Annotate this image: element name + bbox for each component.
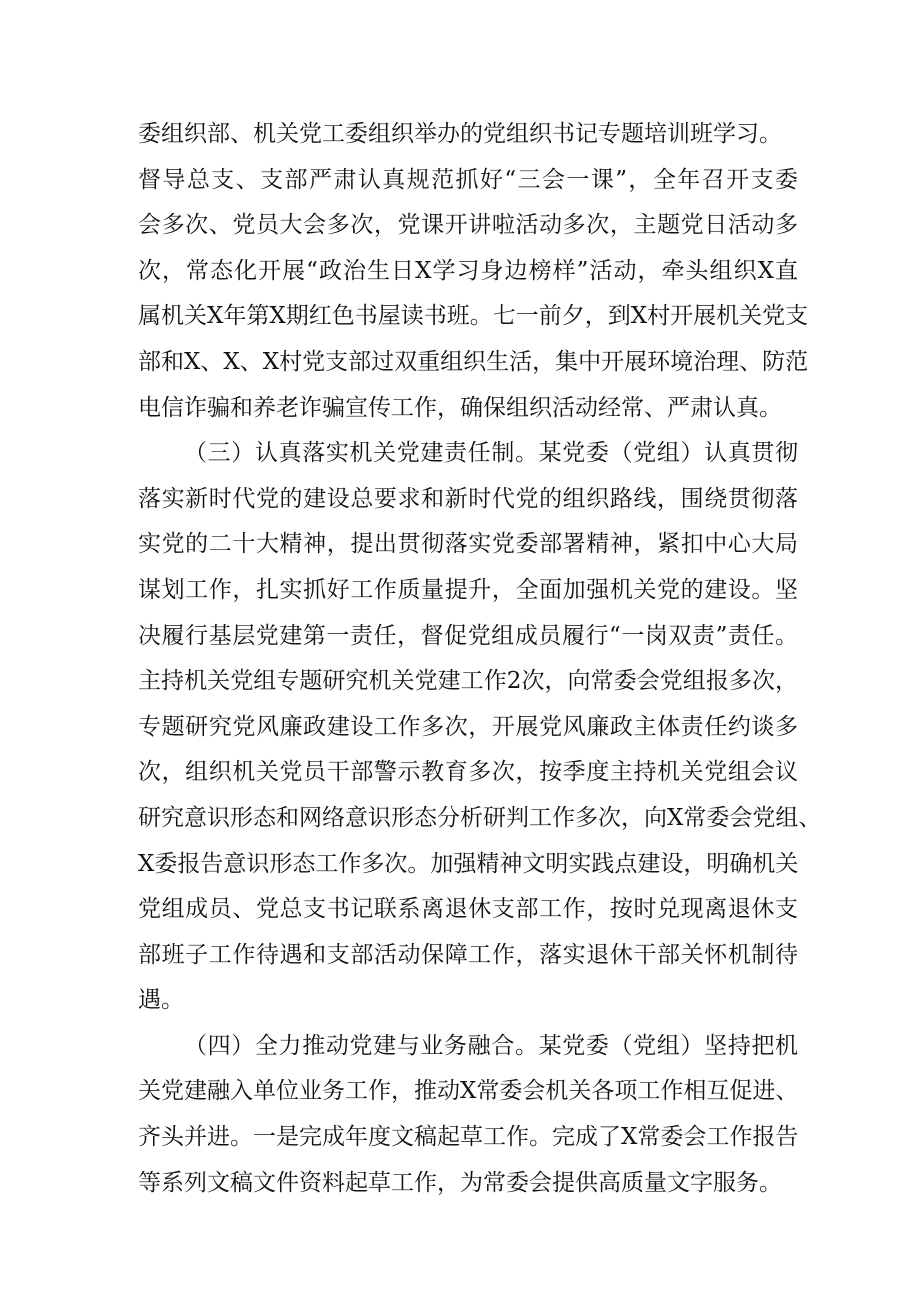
text-line: 决履行基层党建第一责任，督促党组成员履行“一岗双责”责任。 <box>138 622 798 649</box>
text-line: X委报告意识形态工作多次。加强精神文明实践点建设，明确机关 <box>138 850 799 877</box>
text-line: 委组织部、机关党工委组织举办的党组织书记专题培训班学习。 <box>138 121 782 147</box>
text-line: 次，组织机关党员干部警示教育多次，按季度主持机关党组会议 <box>138 759 798 786</box>
text-line: 研究意识形态和网络意识形态分析研判工作多次，向X常委会党组、 <box>138 804 822 831</box>
text-line: （三）认真落实机关党建责任制。某党委（党组）认真贯彻 <box>184 440 798 467</box>
text-line: （四）全力推动党建与业务融合。某党委（党组）坚持把机 <box>184 1032 798 1059</box>
text-line: 实党的二十大精神，提出贯彻落实党委部署精神，紧扣中心大局 <box>138 531 798 558</box>
text-line: 次，常态化开展“政治生日X学习身边榜样”活动，牵头组织X直 <box>138 257 798 284</box>
text-line: 齐头并进。一是完成年度文稿起草工作。完成了X常委会工作报告 <box>138 1124 799 1151</box>
text-line: 遇。 <box>138 987 184 1014</box>
text-line: 谋划工作，扎实抓好工作质量提升，全面加强机关党的建设。坚 <box>138 576 798 603</box>
text-line: 等系列文稿文件资料起草工作，为常委会提供高质量文字服务。 <box>138 1169 782 1196</box>
text-line: 关党建融入单位业务工作，推动X常委会机关各项工作相互促进、 <box>138 1078 799 1105</box>
text-line: 主持机关党组专题研究机关党建工作2次，向常委会党组报多次， <box>138 668 798 695</box>
text-line: 专题研究党风廉政建设工作多次，开展党风廉政主体责任约谈多 <box>138 713 798 740</box>
text-line: 党组成员、党总支书记联系离退休支部工作，按时兑现离退休支 <box>138 896 798 923</box>
text-line: 部和X、X、X村党支部过双重组织生活，集中开展环境治理、防范 <box>138 348 809 375</box>
text-line: 会多次、党员大会多次，党课开讲啦活动多次，主题党日活动多 <box>138 212 798 239</box>
text-line: 部班子工作待遇和支部活动保障工作，落实退休干部关怀机制待 <box>138 941 798 968</box>
text-line: 属机关X年第X期红色书屋读书班。七一前夕，到X村开展机关党支 <box>138 303 809 330</box>
text-line: 电信诈骗和养老诈骗宣传工作，确保组织活动经常、严肃认真。 <box>138 394 782 421</box>
text-line: 落实新时代党的建设总要求和新时代党的组织路线，围绕贯彻落 <box>138 485 798 512</box>
text-line: 督导总支、支部严肃认真规范抓好“三会一课”，全年召开支委 <box>138 166 798 193</box>
document-body-text <box>138 112 822 1206</box>
